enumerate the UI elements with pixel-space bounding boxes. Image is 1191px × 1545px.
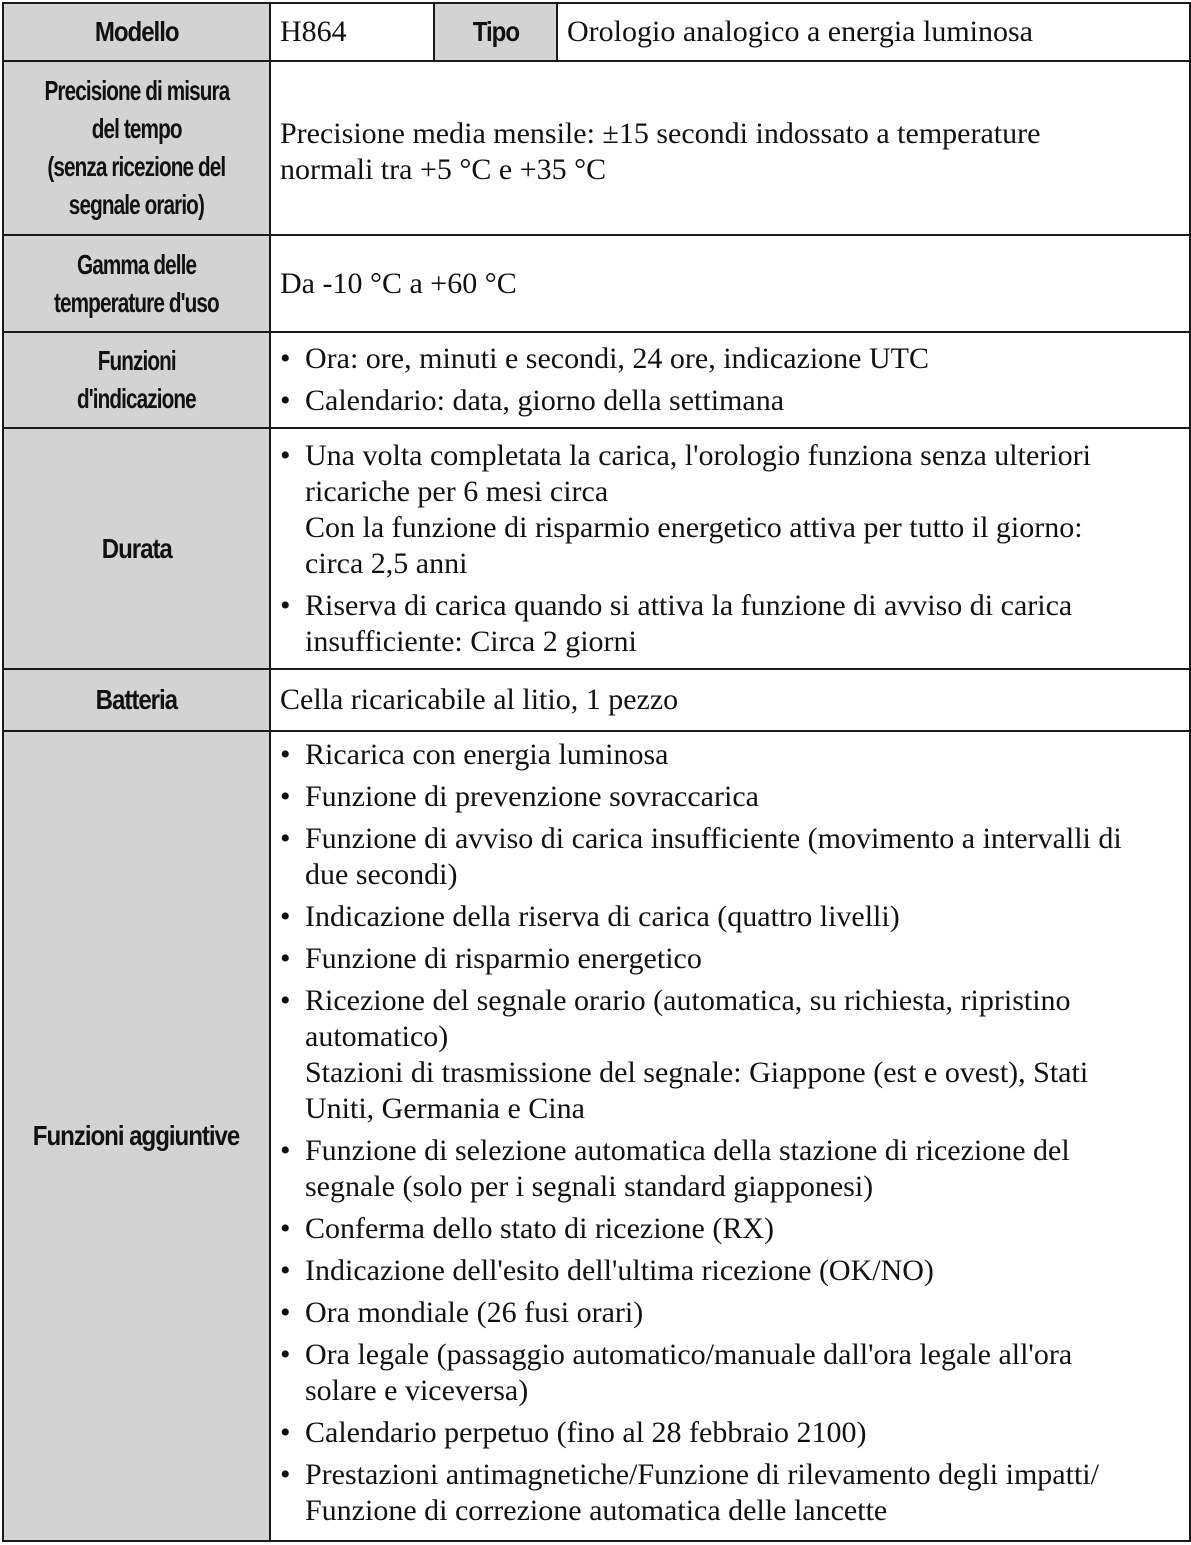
aggiuntive-line: • Ricezione del segnale orario (automatica, su richiesta, ripristino xyxy=(305,984,1071,1017)
list-item xyxy=(280,737,1181,773)
indicazione-label-cell xyxy=(3,332,270,428)
precisione-label xyxy=(23,72,251,224)
list-item xyxy=(280,1211,1181,1247)
indicazione-value xyxy=(270,332,1190,428)
precisione-value-line: normali tra +5 °C e +35 °C xyxy=(280,153,607,186)
indicazione-label-line: Funzioni xyxy=(97,345,176,376)
precisione-label-cell xyxy=(3,61,270,235)
aggiuntive-line: • Ricarica con energia luminosa xyxy=(305,738,669,771)
list-item: • Ora: ore, minuti e secondi, 24 ore, indicazione UTC xyxy=(280,338,1181,380)
precisione-label-line: segnale orario) xyxy=(68,189,205,220)
precisione-label-line: Precisione di misura xyxy=(44,75,229,106)
durata-line: • Una volta completata la carica, l'orologio funziona senza ulteriori xyxy=(305,438,1091,472)
aggiuntive-line: • Indicazione dell'esito dell'ultima ricezione (OK/NO) xyxy=(305,1254,934,1287)
aggiuntive-line: due secondi) xyxy=(305,858,458,891)
row-indicazione xyxy=(3,332,1190,428)
row-durata xyxy=(3,428,1190,669)
durata-value xyxy=(270,428,1190,669)
gamma-value: Da -10 °C a +60 °C xyxy=(270,235,1190,332)
list-item xyxy=(280,1133,1181,1205)
precisione-value-line: Precisione media mensile: ±15 secondi indossato a temperature xyxy=(280,117,1041,150)
tipo-label-cell xyxy=(434,3,557,61)
modello-value: H864 xyxy=(270,3,434,61)
aggiuntive-line: • Indicazione della riserva di carica (quattro livelli) xyxy=(305,900,900,933)
gamma-label-line: temperature d'uso xyxy=(54,286,219,318)
aggiuntive-line: • Funzione di avviso di carica insufficiente (movimento a intervalli di xyxy=(305,822,1122,855)
list-item: • Calendario: data, giorno della settimana xyxy=(280,380,1181,422)
aggiuntive-line: Uniti, Germania e Cina xyxy=(305,1092,585,1125)
aggiuntive-line: segnale (solo per i segnali standard giapponesi) xyxy=(305,1170,874,1203)
aggiuntive-value xyxy=(270,731,1190,1541)
durata-line: insufficiente: Circa 2 giorni xyxy=(305,624,637,658)
aggiuntive-line: • Funzione di selezione automatica della stazione di ricezione del xyxy=(305,1134,1070,1167)
aggiuntive-list xyxy=(280,737,1181,1529)
row-gamma xyxy=(3,235,1190,332)
row-batteria xyxy=(3,669,1190,731)
batteria-label-cell xyxy=(3,669,270,731)
tipo-value: Orologio analogico a energia luminosa xyxy=(557,3,1190,61)
list-item xyxy=(280,438,1181,582)
durata-line: ricariche per 6 mesi circa xyxy=(305,474,609,508)
gamma-label xyxy=(23,246,251,322)
indicazione-label-line: d'indicazione xyxy=(77,383,196,414)
row-precisione xyxy=(3,61,1190,235)
list-item xyxy=(280,779,1181,815)
gamma-label-cell xyxy=(3,235,270,332)
row-modello xyxy=(3,3,1190,61)
durata-label-cell xyxy=(3,428,270,669)
durata-line: Con la funzione di risparmio energetico attiva per tutto il giorno: xyxy=(305,510,1083,544)
aggiuntive-line: • Prestazioni antimagnetiche/Funzione di rilevamento degli impatti/ xyxy=(305,1458,1099,1491)
aggiuntive-line: solare e viceversa) xyxy=(305,1374,529,1407)
durata-label: Durata xyxy=(101,532,172,564)
aggiuntive-line: • Conferma dello stato di ricezione (RX) xyxy=(305,1212,775,1245)
modello-label-cell xyxy=(3,3,270,61)
spec-table xyxy=(2,2,1191,1542)
indicazione-label xyxy=(23,342,251,418)
precisione-value xyxy=(270,61,1190,235)
tipo-label: Tipo xyxy=(472,16,519,47)
durata-line: circa 2,5 anni xyxy=(305,546,468,580)
batteria-value: Cella ricaricabile al litio, 1 pezzo xyxy=(270,669,1190,731)
list-item xyxy=(280,1415,1181,1451)
aggiuntive-line: Stazioni di trasmissione del segnale: Giappone (est e ovest), Stati xyxy=(305,1056,1089,1089)
precisione-label-line: (senza ricezione del xyxy=(47,151,226,182)
list-item xyxy=(280,588,1181,660)
modello-label: Modello xyxy=(94,16,179,47)
durata-line: • Riserva di carica quando si attiva la funzione di avviso di carica xyxy=(305,588,1073,622)
list-item xyxy=(280,1253,1181,1289)
aggiuntive-line: • Funzione di prevenzione sovraccarica xyxy=(305,780,759,813)
list-item xyxy=(280,1337,1181,1409)
aggiuntive-line: automatico) xyxy=(305,1020,449,1053)
list-item xyxy=(280,821,1181,893)
list-item xyxy=(280,983,1181,1127)
list-item xyxy=(280,899,1181,935)
aggiuntive-line: • Funzione di risparmio energetico xyxy=(305,942,702,975)
aggiuntive-line: Funzione di correzione automatica delle lancette xyxy=(305,1494,888,1527)
aggiuntive-line: • Ora mondiale (26 fusi orari) xyxy=(305,1296,644,1329)
aggiuntive-line: • Calendario perpetuo (fino al 28 febbraio 2100) xyxy=(305,1416,867,1449)
list-item xyxy=(280,1457,1181,1529)
list-item xyxy=(280,941,1181,977)
aggiuntive-line: • Ora legale (passaggio automatico/manuale dall'ora legale all'ora xyxy=(305,1338,1073,1371)
aggiuntive-label-cell xyxy=(3,731,270,1541)
gamma-label-line: Gamma delle xyxy=(76,248,197,280)
aggiuntive-label: Funzioni aggiuntive xyxy=(33,1120,240,1151)
batteria-label: Batteria xyxy=(95,684,178,715)
list-item xyxy=(280,1295,1181,1331)
row-aggiuntive xyxy=(3,731,1190,1541)
precisione-label-line: del tempo xyxy=(91,113,182,144)
